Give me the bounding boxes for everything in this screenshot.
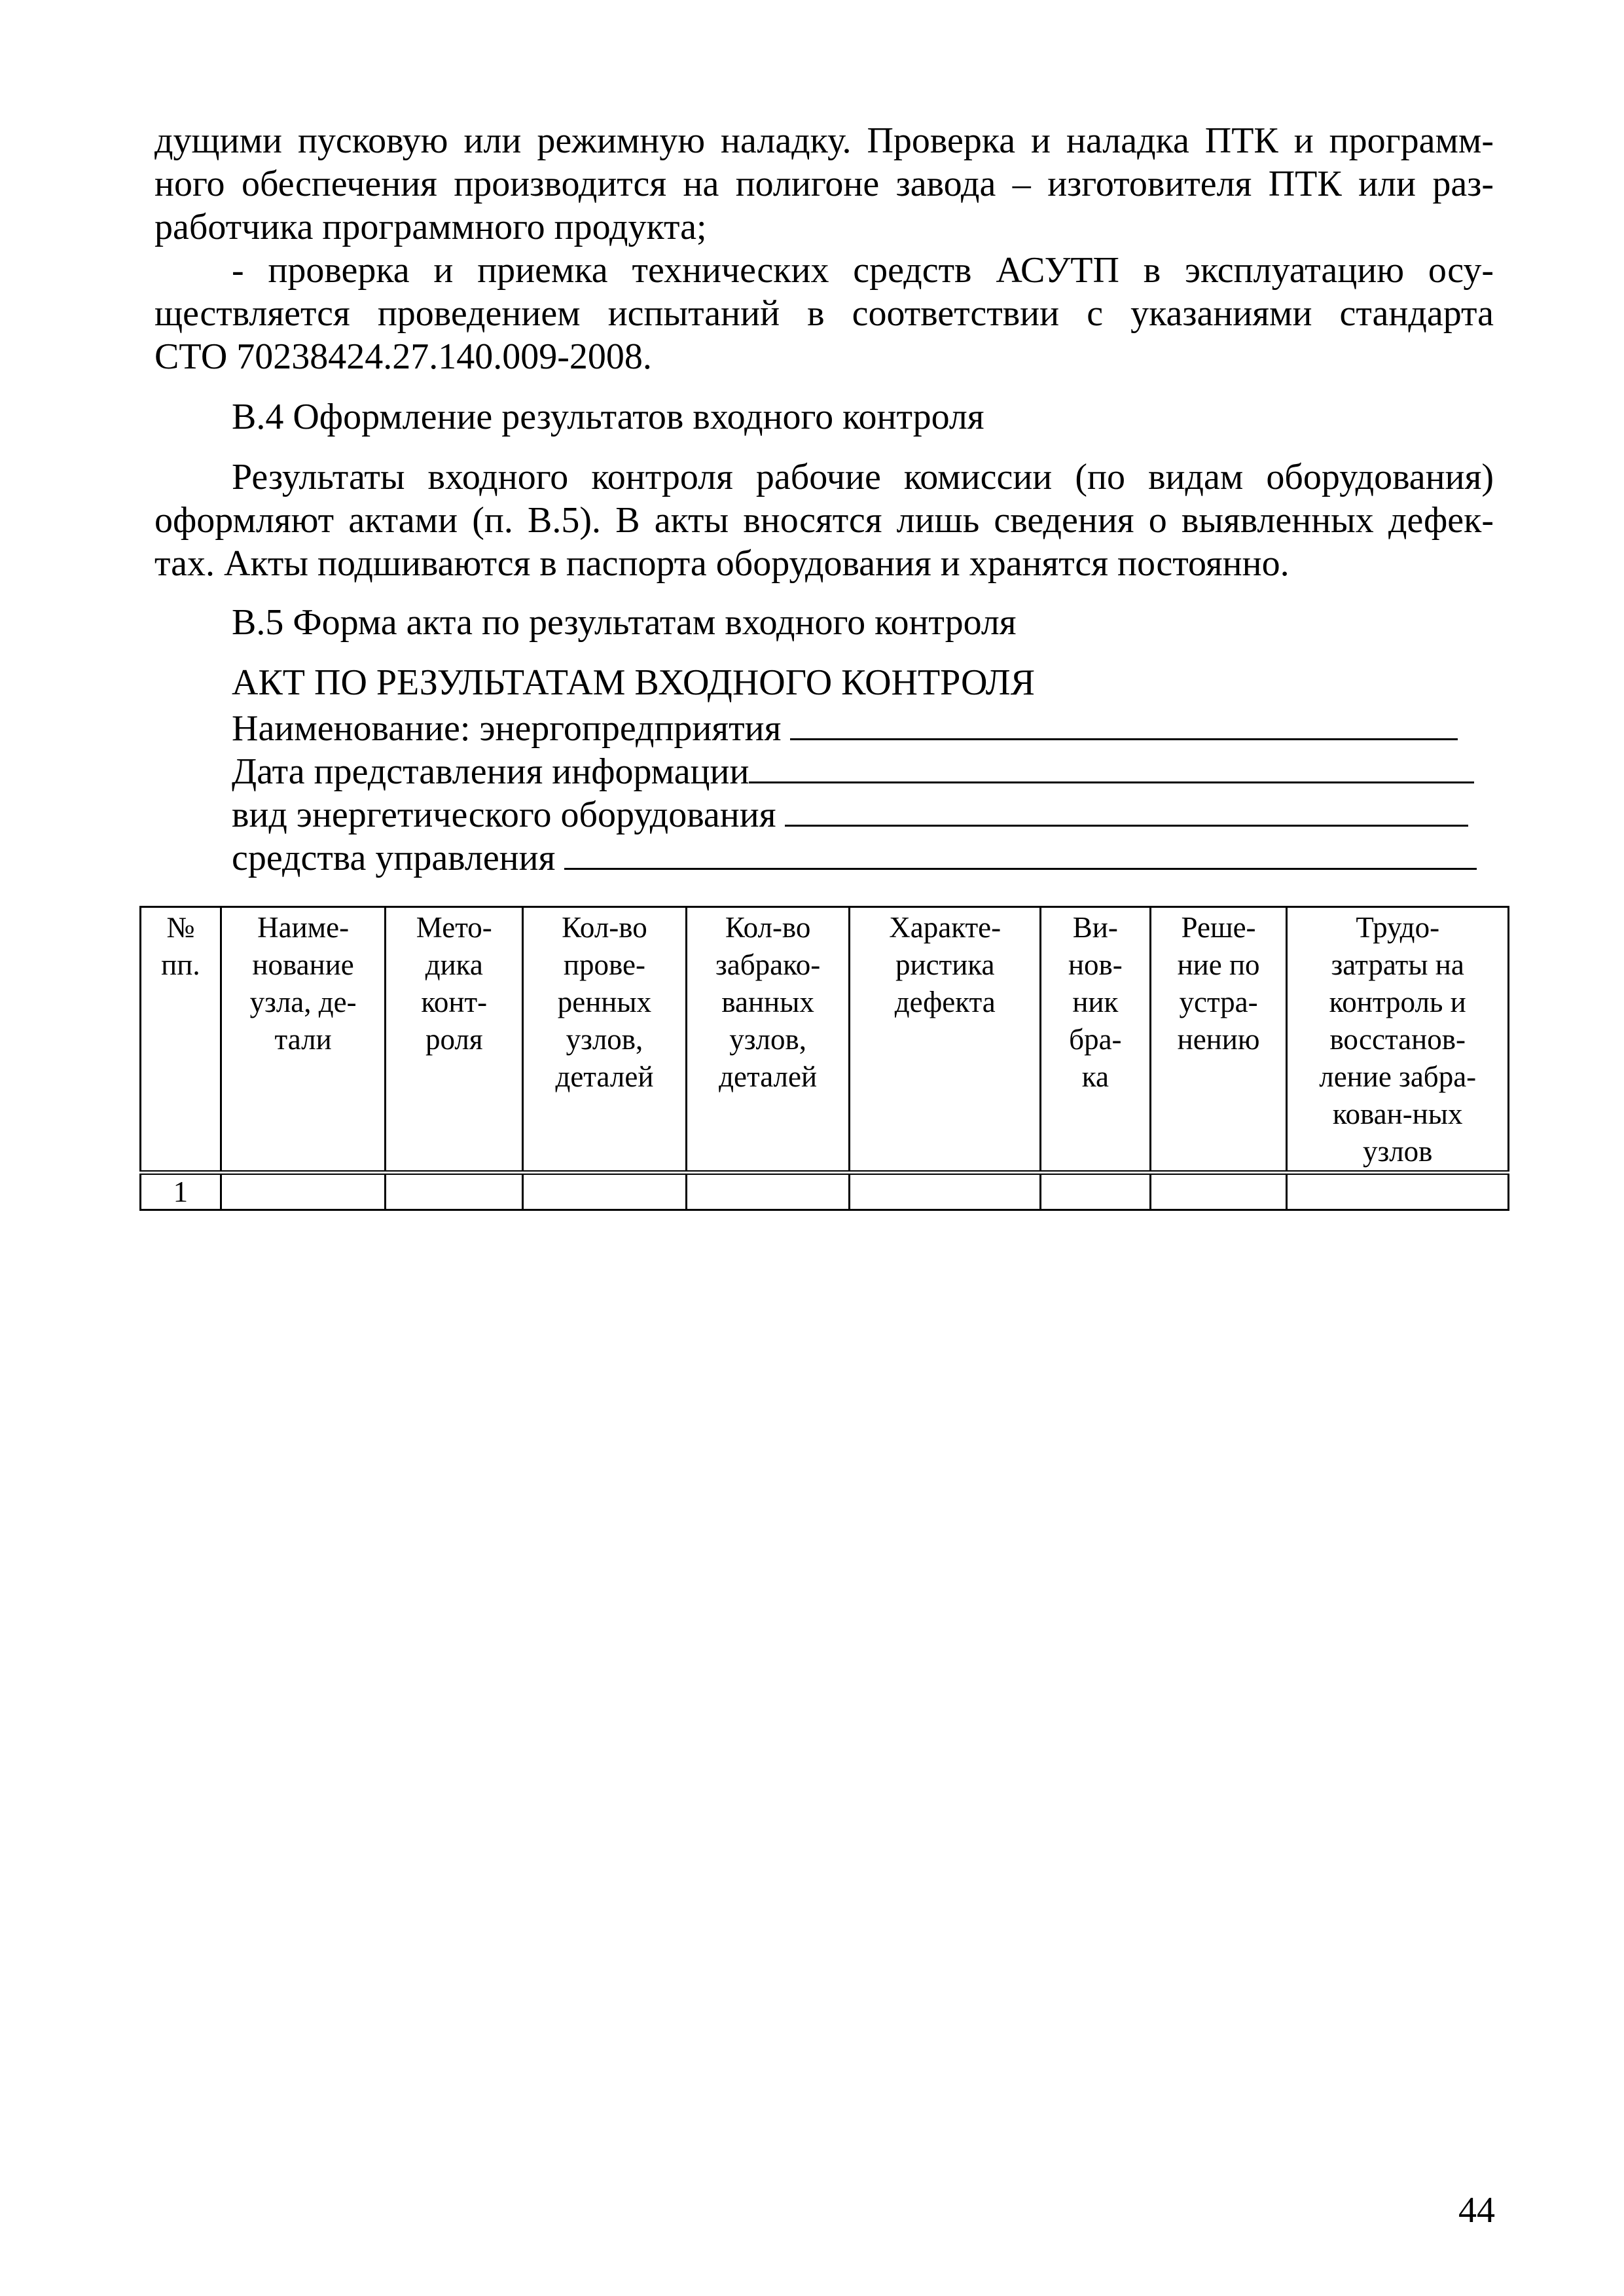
table-cell <box>1150 1173 1287 1210</box>
header-text-line: узлов, <box>729 1023 806 1056</box>
header-text-line: ванных <box>721 986 814 1018</box>
header-text-line: ристика <box>895 948 995 981</box>
controls-field-blank <box>564 834 1477 870</box>
header-text-line: нование <box>252 948 354 981</box>
controls-field-row <box>232 834 1477 880</box>
header-text-line: ние по <box>1177 948 1260 981</box>
enterprise-field-blank <box>790 704 1458 740</box>
header-text-line: ка <box>1081 1060 1109 1093</box>
text-line: работчика программного продукта; <box>154 207 707 247</box>
table-row <box>141 1173 1509 1210</box>
date-field-blank <box>749 747 1474 783</box>
header-text-line: нению <box>1177 1023 1260 1056</box>
table-cell <box>1287 1173 1509 1210</box>
table-cell <box>221 1173 386 1210</box>
header-text-line: Трудо- <box>1356 911 1440 944</box>
text-line: Результаты входного контроля рабочие комиссии (по видам оборудования) <box>232 457 1494 497</box>
header-responsible <box>1041 907 1151 1173</box>
act-title: АКТ ПО РЕЗУЛЬТАТАМ ВХОДНОГО КОНТРОЛЯ <box>232 662 1035 703</box>
header-text-line: затраты на <box>1331 948 1464 981</box>
header-text-line: узлов, <box>566 1023 643 1056</box>
header-inspected-count <box>523 907 687 1173</box>
header-text-line: устра- <box>1179 986 1258 1018</box>
header-text-line: Ви- <box>1072 911 1118 944</box>
table-cell <box>1041 1173 1151 1210</box>
bullet-line: СТО 70238424.27.140.009-2008. <box>154 336 652 377</box>
header-text-line: № <box>166 911 195 944</box>
section-b4-title: В.4 Оформление результатов входного контроля <box>232 397 984 437</box>
header-text-line: узла, де- <box>249 986 357 1018</box>
equipment-field-row <box>232 791 1468 836</box>
header-method <box>386 907 523 1173</box>
text-line: оформляют актами (п. В.5). В акты вносятся лишь сведения о выявленных дефек- <box>154 500 1494 541</box>
header-resolution <box>1150 907 1287 1173</box>
header-text-line: конт- <box>421 986 488 1018</box>
header-text-line: тали <box>274 1023 332 1056</box>
header-text-line: ление забра- <box>1319 1060 1477 1093</box>
equipment-field-blank <box>785 791 1468 827</box>
bullet-line: - проверка и приемка технических средств АСУТП в эксплуатацию осу- <box>232 250 1494 291</box>
header-rejected-count <box>686 907 850 1173</box>
header-text-line: бра- <box>1069 1023 1122 1056</box>
header-text-line: деталей <box>719 1060 818 1093</box>
header-number <box>141 907 221 1173</box>
header-text-line: нов- <box>1068 948 1123 981</box>
date-field-label: Дата представления информации <box>232 751 749 792</box>
header-text-line: ник <box>1072 986 1119 1018</box>
enterprise-field-row <box>232 704 1458 750</box>
header-text-line: Кол-во <box>562 911 647 944</box>
header-text-line: дефекта <box>894 986 996 1018</box>
defect-table <box>139 906 1509 1211</box>
header-text-line: восстанов- <box>1329 1023 1466 1056</box>
header-text-line: Характе- <box>889 911 1001 944</box>
page-number: 44 <box>1458 2190 1495 2231</box>
header-text-line: дика <box>425 948 483 981</box>
header-text-line: пп. <box>161 948 200 981</box>
section-b4-body <box>154 456 1494 585</box>
table-header-row <box>141 907 1509 1173</box>
bullet-line: ществляется проведением испытаний в соответствии с указаниями стандарта <box>154 293 1494 334</box>
header-text-line: прове- <box>563 948 645 981</box>
header-text-line: контроль и <box>1329 986 1466 1018</box>
intro-text <box>154 119 1494 378</box>
header-text-line: узлов <box>1362 1135 1433 1168</box>
header-text-line: деталей <box>555 1060 654 1093</box>
text-line: тах. Акты подшиваются в паспорта оборудования и хранятся постоянно. <box>154 543 1290 584</box>
table-cell <box>523 1173 687 1210</box>
header-text-line: Реше- <box>1181 911 1256 944</box>
header-text-line: Кол-во <box>725 911 811 944</box>
table-cell <box>686 1173 850 1210</box>
header-text-line: Наиме- <box>257 911 350 944</box>
header-labor-costs <box>1287 907 1509 1173</box>
table-cell <box>386 1173 523 1210</box>
enterprise-field-label: Наименование: энергопредприятия <box>232 708 791 749</box>
header-defect-description <box>850 907 1041 1173</box>
header-text-line: роля <box>425 1023 483 1056</box>
text-line: ного обеспечения производится на полигоне завода – изготовителя ПТК или раз- <box>154 164 1494 204</box>
header-item-name <box>221 907 386 1173</box>
date-field-row <box>232 747 1474 793</box>
header-text-line: Мето- <box>416 911 492 944</box>
section-b5-title: В.5 Форма акта по результатам входного контроля <box>232 602 1017 643</box>
header-text-line: ренных <box>557 986 652 1018</box>
header-text-line: кован-ных <box>1332 1098 1463 1130</box>
text-line: дущими пусковую или режимную наладку. Проверка и наладка ПТК и программ- <box>154 120 1494 161</box>
table-cell <box>850 1173 1041 1210</box>
header-text-line: забрако- <box>715 948 821 981</box>
table-cell: 1 <box>141 1173 221 1210</box>
equipment-field-label: вид энергетического оборудования <box>232 795 785 835</box>
controls-field-label: средства управления <box>232 838 565 878</box>
